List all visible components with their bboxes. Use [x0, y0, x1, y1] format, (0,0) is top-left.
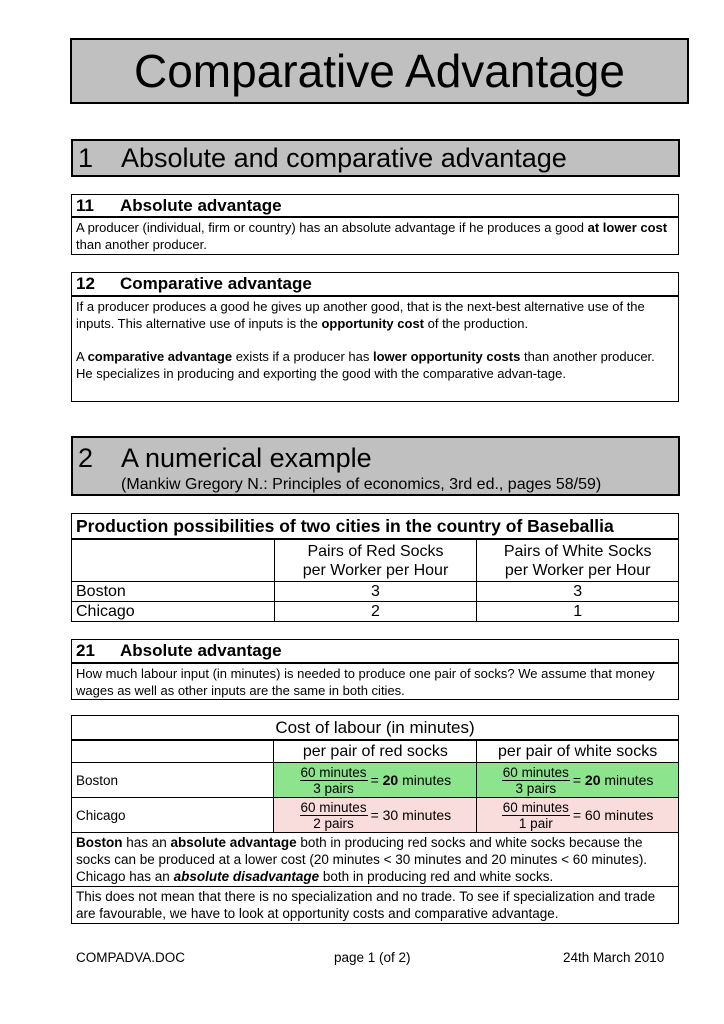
- numerator: 60 minutes: [300, 799, 367, 815]
- table-row: [72, 582, 679, 602]
- text: of the production.: [424, 316, 529, 331]
- subsection-12-body: [71, 297, 679, 402]
- empty-header-cell: [72, 539, 275, 582]
- text: both in producing red and white socks.: [319, 869, 554, 884]
- result-value: = 60 minutes: [572, 807, 654, 823]
- subsection-title: Absolute advantage: [120, 641, 282, 660]
- denominator: 2 pairs: [313, 815, 354, 831]
- denominator: 3 pairs: [515, 780, 557, 796]
- subsection-number: 21: [76, 641, 95, 660]
- production-possibilities-table: [71, 513, 679, 622]
- table-note-row: [72, 887, 679, 924]
- text: If a producer produces a good he gives up another good, that is the next-best alternative use of the inputs. This alternative use of inputs is the: [76, 299, 645, 331]
- subsection-title: Comparative advantage: [120, 274, 312, 293]
- fraction: [300, 765, 368, 796]
- fraction-expression: [278, 765, 472, 796]
- fraction-expression: [481, 765, 674, 796]
- column-header-white: [477, 539, 679, 582]
- result-value: 20: [382, 772, 399, 788]
- subsection-12-heading: [71, 272, 679, 297]
- subsection-11-body: [71, 218, 679, 255]
- section-subtitle: (Mankiw Gregory N.: Principles of economics, 3rd ed., pages 58/59): [121, 476, 602, 493]
- column-header-red: [274, 539, 477, 582]
- table-row: [72, 602, 679, 622]
- bold-text: opportunity cost: [321, 316, 424, 331]
- numerator: 60 minutes: [502, 764, 569, 780]
- red-cost-cell: [274, 798, 477, 833]
- white-value-cell: 1: [477, 602, 679, 622]
- subsection-21-heading: [71, 639, 679, 664]
- header-line: per Worker per Hour: [302, 562, 449, 579]
- red-value-cell: 2: [274, 602, 477, 622]
- text: exists if a producer has: [232, 349, 373, 364]
- table-caption: Production possibilities of two cities in the country of Baseballia: [72, 514, 679, 540]
- paragraph: [76, 298, 674, 332]
- column-header-white: per pair of white socks: [477, 740, 679, 763]
- fraction-expression: [481, 800, 674, 831]
- specialization-note: This does not mean that there is no specialization and no trade. To see if specialization and trade are favourable, we have to look at opportunity costs and comparative advantage.: [72, 887, 679, 924]
- result-value: = 30 minutes: [370, 807, 452, 823]
- result-unit: minutes: [398, 772, 452, 788]
- city-cell: Boston: [72, 763, 274, 798]
- result-unit: minutes: [600, 772, 654, 788]
- fraction: [502, 800, 570, 831]
- white-value-cell: 3: [477, 582, 679, 602]
- bold-text: lower opportunity costs: [373, 349, 521, 364]
- city-cell: Boston: [72, 582, 275, 602]
- table-note-row: [72, 833, 679, 887]
- section-2-heading: [71, 436, 680, 496]
- bold-text: Boston: [76, 835, 123, 850]
- subsection-11-heading: [71, 194, 679, 218]
- text: A producer (individual, firm or country) has an absolute advantage if he produces a good: [76, 220, 588, 235]
- footer-filename: COMPADVA.DOC: [76, 950, 186, 965]
- white-cost-cell: [477, 763, 679, 798]
- header-line: Pairs of Red Socks: [307, 543, 444, 560]
- empty-header-cell: [72, 740, 274, 763]
- text: A: [76, 349, 88, 364]
- equals-sign: =: [572, 772, 585, 788]
- denominator: 1 pair: [518, 815, 553, 831]
- table-caption: Cost of labour (in minutes): [72, 716, 679, 741]
- red-cost-cell: [274, 763, 477, 798]
- section-1-heading: [71, 139, 680, 177]
- subsection-number: 12: [76, 274, 95, 293]
- fraction-expression: [278, 800, 472, 831]
- numerator: 60 minutes: [502, 799, 569, 815]
- city-cell: Chicago: [72, 798, 274, 833]
- column-header-red: per pair of red socks: [274, 740, 477, 763]
- section-title: Absolute and comparative advantage: [121, 143, 567, 173]
- section-number: 2: [78, 443, 94, 473]
- table-row: [72, 798, 679, 833]
- result-value: 20: [584, 772, 601, 788]
- labour-cost-table: [71, 715, 679, 924]
- fraction: [300, 800, 368, 831]
- header-line: Pairs of White Socks: [503, 543, 652, 560]
- equals-sign: =: [370, 772, 383, 788]
- paragraph: How much labour input (in minutes) is needed to produce one pair of socks? We assume that money wages as well as other inputs are the same in both cities.: [76, 666, 655, 698]
- text: both in producing red socks and white socks because the socks can be produced at a lower cost (20 minutes < 30 minutes and 20 minutes < 60 minutes). Chicago has an: [76, 835, 648, 884]
- text: has an: [122, 835, 171, 850]
- bold-text: comparative advantage: [87, 349, 233, 364]
- table-row: [72, 763, 679, 798]
- subsection-number: 11: [76, 196, 94, 215]
- subsection-title: Absolute advantage: [120, 196, 282, 215]
- fraction: [502, 765, 570, 796]
- bold-text: at lower cost: [587, 220, 668, 235]
- footer-page-number: page 1 (of 2): [334, 950, 411, 965]
- paragraph: [76, 219, 674, 253]
- document-title: Comparative Advantage: [70, 38, 689, 104]
- footer-date: 24th March 2010: [563, 950, 665, 965]
- city-cell: Chicago: [72, 602, 275, 622]
- text: than another producer.: [76, 237, 207, 252]
- white-cost-cell: [477, 798, 679, 833]
- section-number: 1: [78, 143, 94, 173]
- paragraph: [76, 348, 674, 382]
- conclusion-note: [72, 833, 679, 887]
- denominator: 3 pairs: [313, 780, 354, 796]
- section-title: A numerical example: [121, 443, 372, 473]
- bold-italic-text: absolute disadvantage: [173, 869, 320, 884]
- red-value-cell: 3: [274, 582, 477, 602]
- bold-text: absolute advantage: [170, 835, 297, 850]
- numerator: 60 minutes: [300, 764, 367, 780]
- subsection-21-body: [71, 664, 679, 700]
- header-line: per Worker per Hour: [504, 562, 651, 579]
- text: than another producer. He specializes in producing and exporting the good with the comparative advan-tage.: [76, 349, 655, 381]
